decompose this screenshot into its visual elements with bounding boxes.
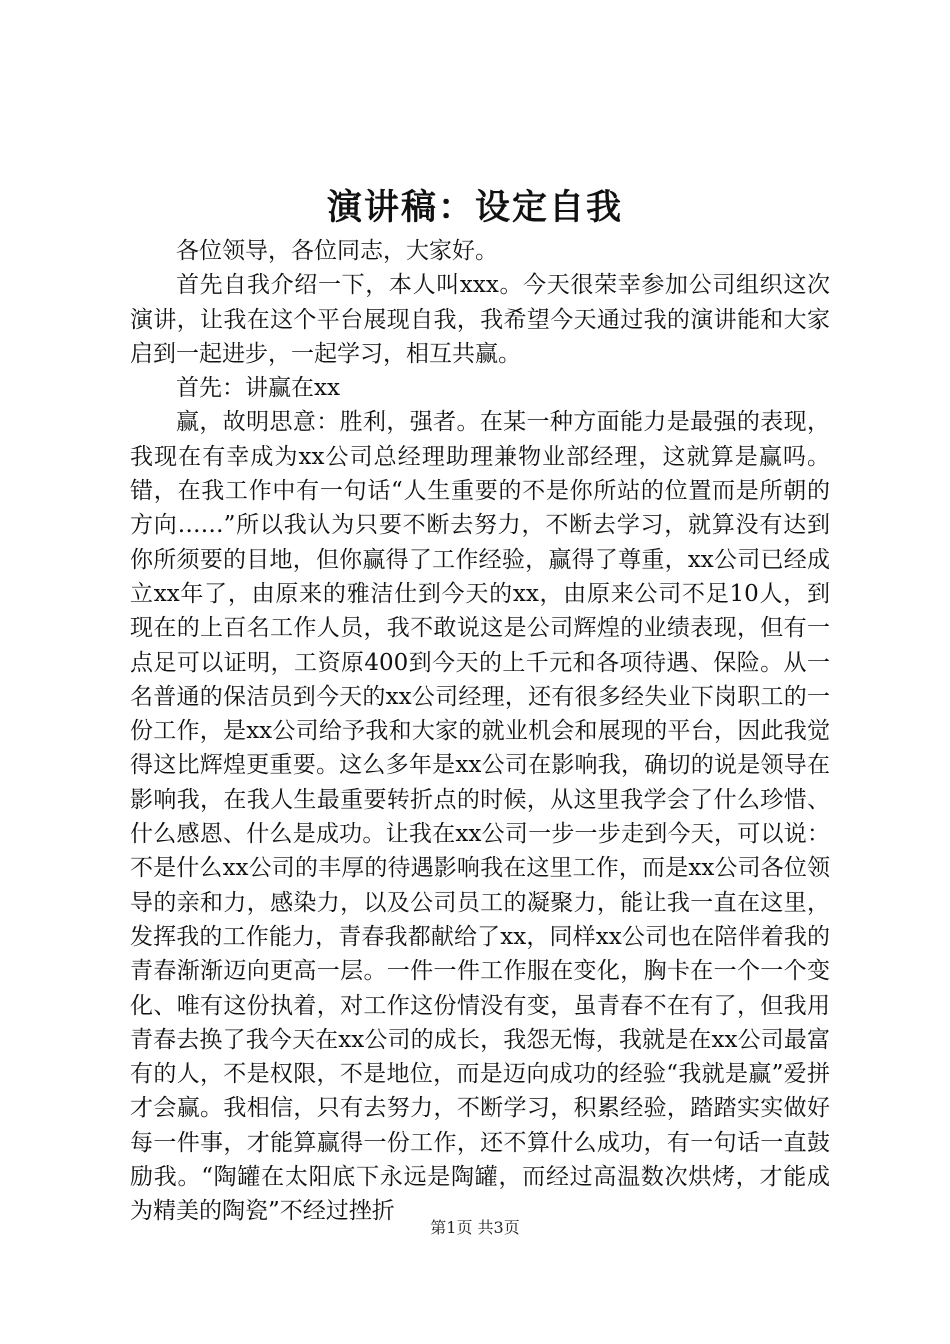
page-number-footer: 第1页 共3页 [430,1218,520,1237]
paragraph-introduction: 首先自我介绍一下，本人叫xxx。今天很荣幸参加公司组织这次演讲，让我在这个平台展现自我，我希望今天通过我的演讲能和大家启到一起进步，一起学习，相互共赢。 [130,272,830,367]
paragraph-greeting: 各位领导，各位同志，大家好。 [176,238,498,264]
document-title: 演讲稿：设定自我 [326,187,623,228]
paragraph-section-heading: 首先：讲赢在xx [176,375,340,402]
document-body [130,234,830,1229]
paragraph-main-body: 赢，故明思意：胜利，强者。在某一种方面能力是最强的表现，我现在有幸成为xx公司总经理助理兼物业部经理，这就算是赢吗。错，在我工作中有一句话“人生重要的不是你所站的位置而是所朝的方向……”所以我认为只要不断去努力，不断去学习，就算没有达到你所须要的目地，但你赢得了工作经验，赢得了尊重，xx公司已经成立xx年了，由原来的雅洁仕到今天的xx，由原来公司不足10人，到现在的上百名工作人员，我不敢说这是公司辉煌的业绩表现，但有一点足可以证明，工资原400到今天的上千元和各项待遇、保险。从一名普通的保洁员到今天的xx公司经理，还有很多经失业下岗职工的一份工作，是xx公司给予我和大家的就业机会和展现的平台，因此我觉得这比辉煌更重要。这么多年是xx公司在影响我，确切的说是领导在影响我，在我人生最重要转折点的时候，从这里我学会了什么珍惜、什么感恩、什么是成功。让我在xx公司一步一步走到今天，可以说：不是什么xx公司的丰厚的待遇影响我在这里工作，而是xx公司各位领导的亲和力，感染力，以及公司员工的凝聚力，能让我一直在这里，发挥我的工作能力，青春我都献给了xx，同样xx公司也在陪伴着我的青春渐渐迈向更高一层。一件一件工作服在变化，胸卡在一个一个变化、唯有这份执着，对工作这份情没有变，虽青春不在有了，但我用青春去换了我今天在xx公司的成长，我怨无悔，我就是在xx公司最富有的人，不是权限，不是地位，而是迈向成功的经验“我就是赢”爱拼才会赢。我相信，只有去努力，不断学习，积累经验，踏踏实实做好每一件事，才能算赢得一份工作，还不算什么成功，有一句话一直鼓励我。“陶罐在太阳底下永远是陶罐，而经过高温数次烘烤，才能成为精美的陶瓷”不经过挫折 [130,409,830,1225]
